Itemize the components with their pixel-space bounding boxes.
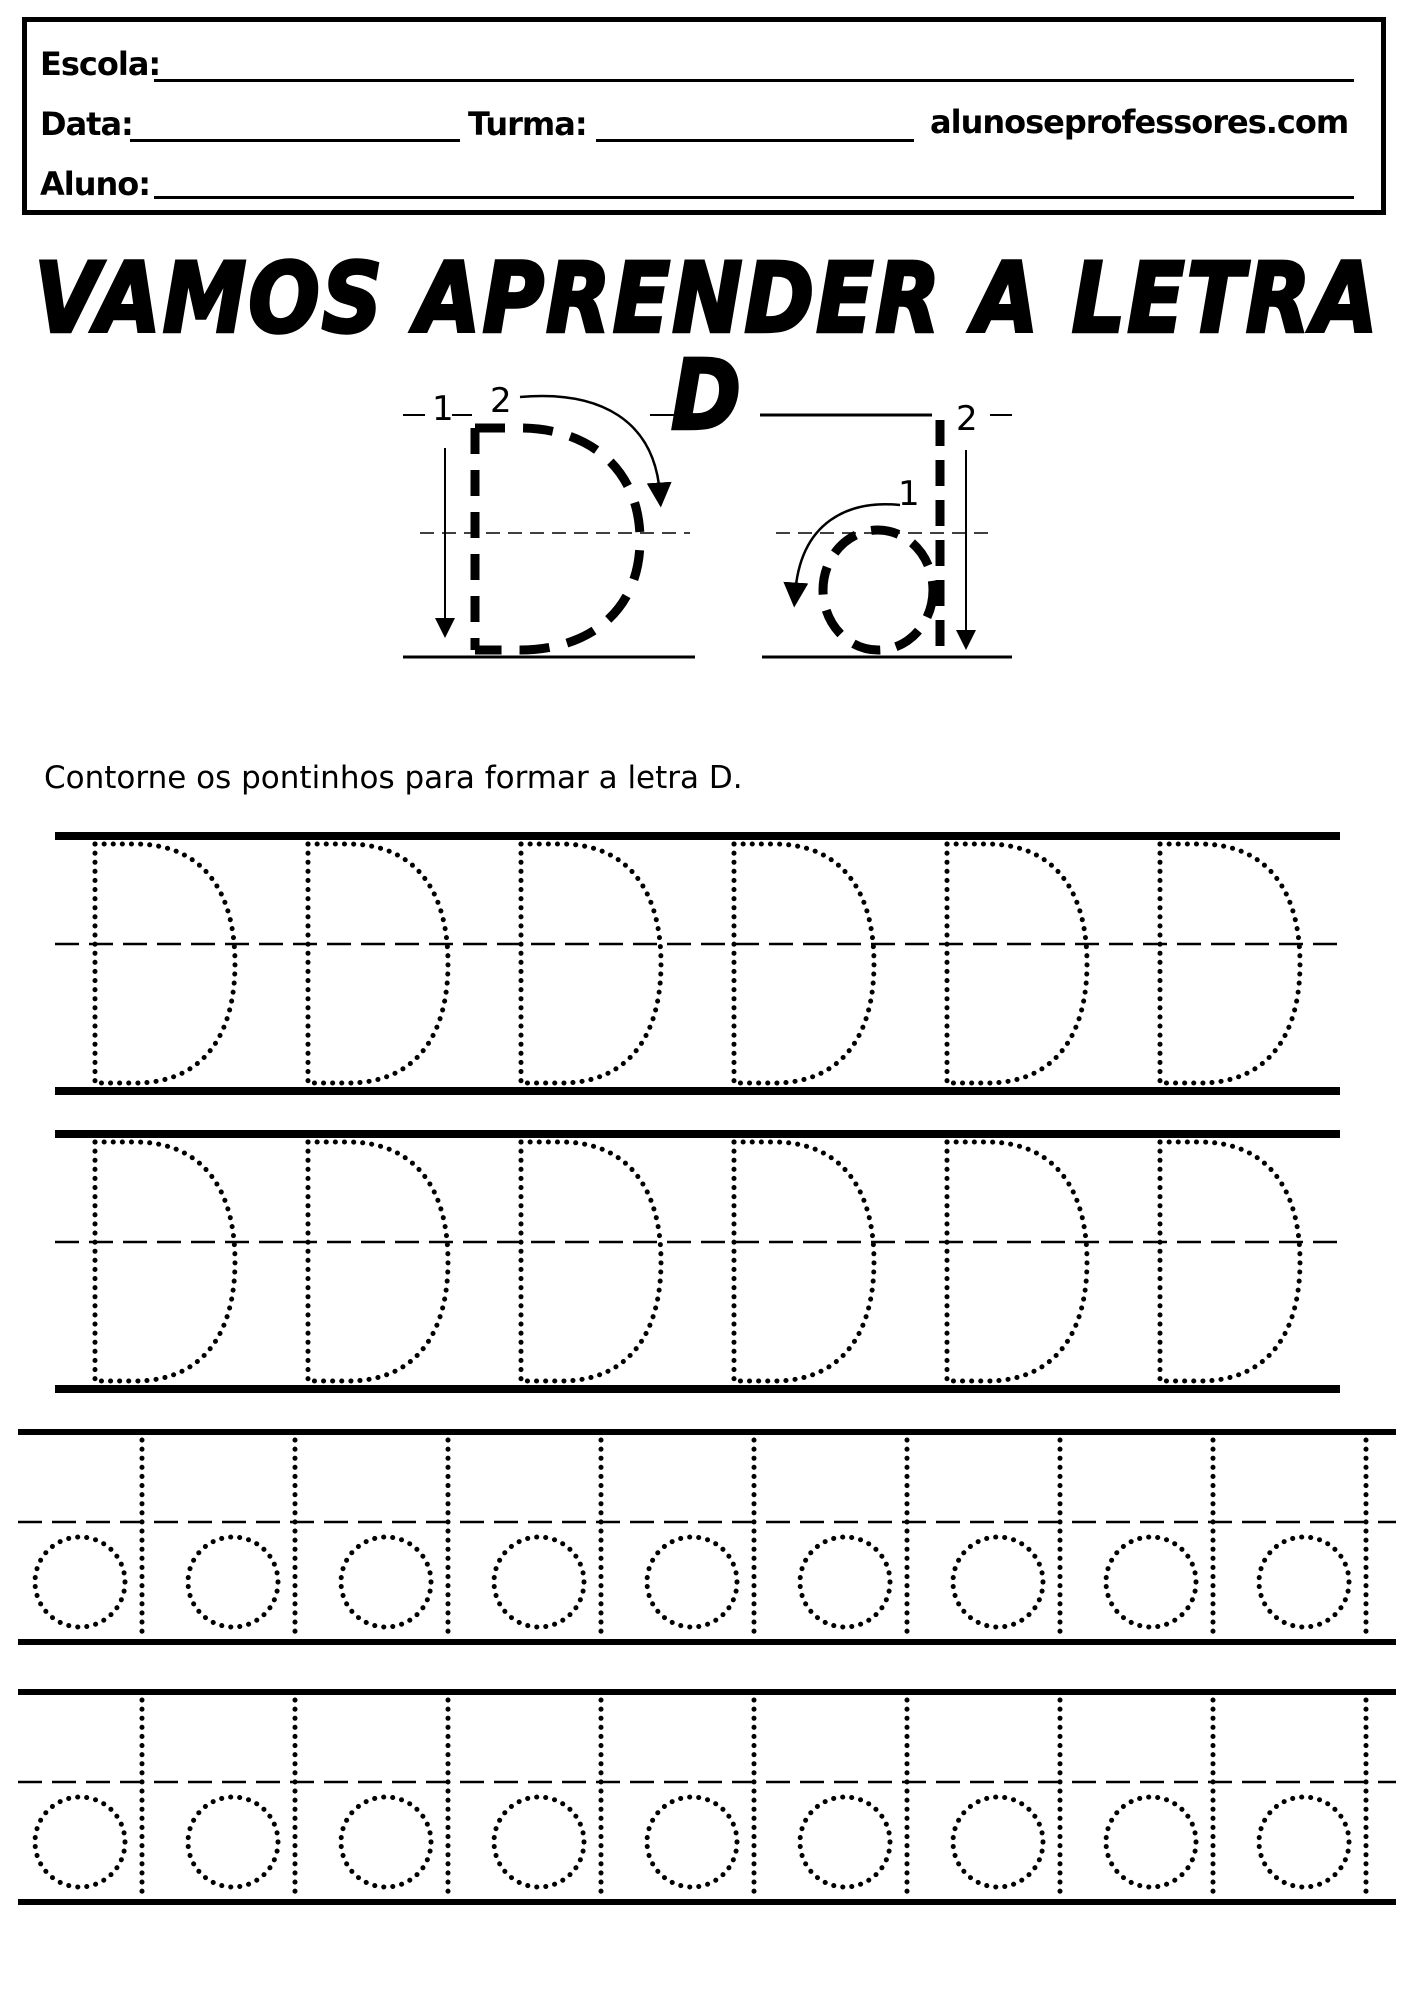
- trace-lowercase-d-bowl: [647, 1797, 737, 1887]
- uppercase-d-guide: [403, 396, 695, 657]
- trace-lowercase-d-bowl: [188, 1797, 278, 1887]
- date-label: Data:: [40, 105, 133, 143]
- trace-uppercase-d-bowl: [308, 844, 448, 1083]
- trace-lowercase-d-bowl: [1106, 1797, 1196, 1887]
- lowercase-d-guide: [760, 415, 1012, 657]
- trace-uppercase-d-bowl: [95, 844, 235, 1083]
- trace-lowercase-d-bowl: [1259, 1797, 1349, 1887]
- trace-uppercase-d-bowl: [1160, 1142, 1300, 1381]
- trace-uppercase-d-bowl: [521, 1142, 661, 1381]
- school-label: Escola:: [40, 45, 161, 83]
- trace-lowercase-d-bowl: [35, 1797, 125, 1887]
- trace-lowercase-d-bowl: [953, 1537, 1043, 1627]
- trace-lowercase-d-bowl: [1259, 1537, 1349, 1627]
- trace-uppercase-d-bowl: [1160, 844, 1300, 1083]
- instruction-text: Contorne os pontinhos para formar a letra D.: [44, 760, 743, 796]
- trace-lowercase-d-bowl: [800, 1797, 890, 1887]
- trace-lowercase-d-bowl: [1106, 1537, 1196, 1627]
- lowercase-step2-number: 2: [956, 399, 978, 439]
- trace-lowercase-d-bowl: [188, 1537, 278, 1627]
- trace-uppercase-d-bowl: [947, 844, 1087, 1083]
- practice-area: [18, 836, 1396, 1902]
- trace-uppercase-d-bowl: [947, 1142, 1087, 1381]
- trace-lowercase-d-bowl: [647, 1537, 737, 1627]
- trace-uppercase-d-bowl: [95, 1142, 235, 1381]
- student-label: Aluno:: [40, 165, 151, 203]
- trace-lowercase-d-bowl: [35, 1537, 125, 1627]
- trace-lowercase-d-bowl: [800, 1537, 890, 1627]
- trace-lowercase-d-bowl: [953, 1797, 1043, 1887]
- trace-uppercase-d-bowl: [734, 844, 874, 1083]
- lowercase-step1-number: 1: [898, 474, 920, 514]
- trace-lowercase-d-bowl: [494, 1797, 584, 1887]
- website-text: alunoseprofessores.com: [930, 103, 1349, 141]
- trace-lowercase-d-bowl: [341, 1797, 431, 1887]
- uppercase-step2-number: 2: [490, 381, 512, 421]
- class-label: Turma:: [468, 105, 587, 143]
- trace-uppercase-d-bowl: [734, 1142, 874, 1381]
- trace-uppercase-d-bowl: [308, 1142, 448, 1381]
- uppercase-step1-number: 1: [432, 389, 454, 429]
- trace-lowercase-d-bowl: [494, 1537, 584, 1627]
- trace-lowercase-d-bowl: [341, 1537, 431, 1627]
- page-title: VAMOS APRENDER A LETRA D: [34, 241, 1380, 452]
- trace-uppercase-d-bowl: [521, 844, 661, 1083]
